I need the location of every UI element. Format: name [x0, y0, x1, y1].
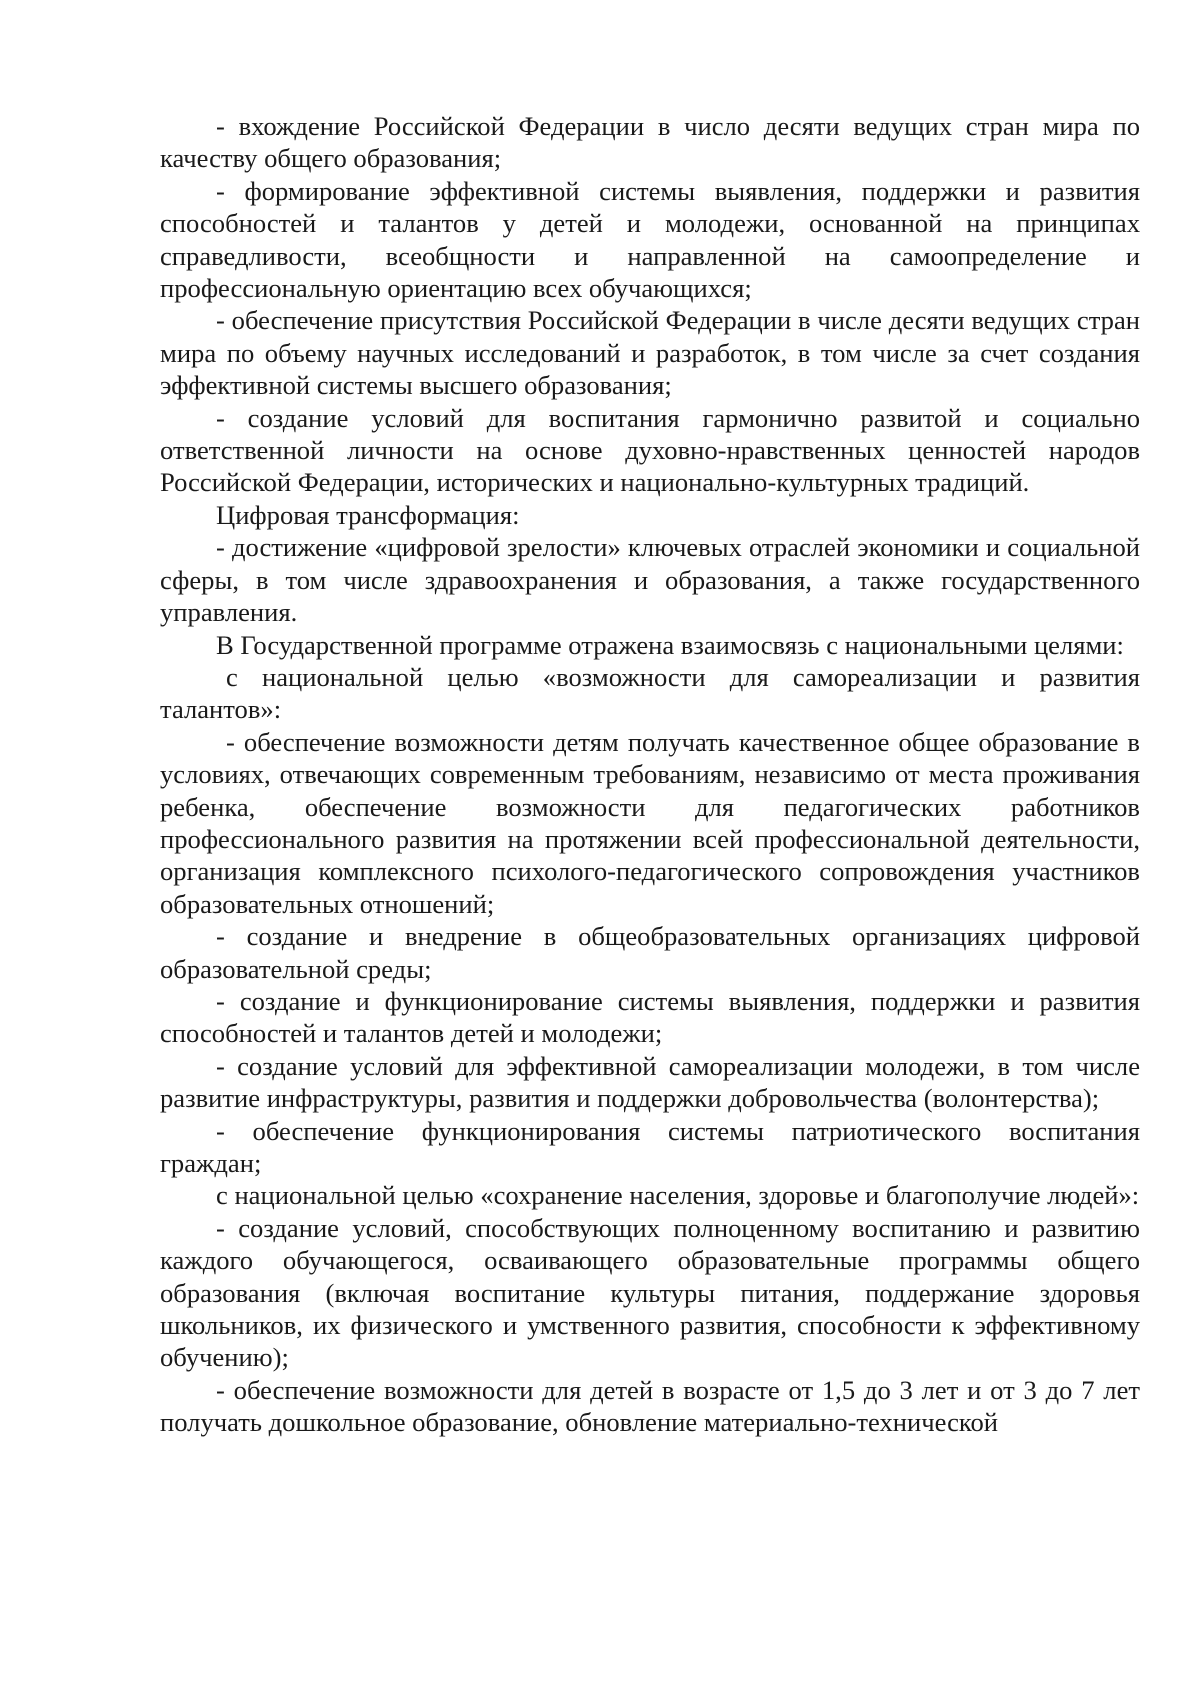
paragraph-6: - достижение «цифровой зрелости» ключевых отраслей экономики и социальной сферы, в том числе здравоохранения и образования, а также государственного управления.: [160, 532, 1140, 628]
paragraph-16: - обеспечение возможности для детей в возрасте от 1,5 до 3 лет и от 3 до 7 лет получать дошкольное образование, обновление материально-технической: [160, 1374, 1140, 1438]
paragraph-11: - создание и функционирование системы выявления, поддержки и развития способностей и талантов детей и молодежи;: [160, 985, 1140, 1049]
paragraph-1: - вхождение Российской Федерации в число десяти ведущих стран мира по качеству общего образования;: [160, 111, 1140, 174]
paragraph-10: - создание и внедрение в общеобразовательных организациях цифровой образовательной среды;: [160, 921, 1140, 984]
paragraph-12: - создание условий для эффективной самореализации молодежи, в том числе развитие инфраструктуры, развития и поддержки добровольчества (волонтерства);: [160, 1050, 1140, 1114]
paragraph-7: В Государственной программе отражена взаимосвязь с национальными целями:: [216, 629, 1124, 660]
document-page: [160, 110, 1140, 1439]
paragraph-9: - обеспечение возможности детям получать качественное общее образование в условиях, отвечающих современным требованиям, независимо от места проживания ребенка, обеспечение возможности для педагогических работников профессионального развития на протяжении всей профессиональной деятельности, организация комплексного психолого-педагогического сопровождения участников образовательных отношений;: [160, 726, 1140, 919]
paragraph-4: - создание условий для воспитания гармонично развитой и социально ответственной личности на основе духовно-нравственных ценностей народов Российской Федерации, исторических и национально-культурных традиций.: [160, 402, 1140, 498]
paragraph-8: с национальной целью «возможности для самореализации и развития талантов»:: [160, 661, 1140, 725]
paragraph-2: - формирование эффективной системы выявления, поддержки и развития способностей и талантов у детей и молодежи, основанной на принципах справедливости, всеобщности и направленной на самоопределение и профессиональную ориентацию всех обучающихся;: [160, 175, 1140, 304]
paragraph-15: - создание условий, способствующих полноценному воспитанию и развитию каждого обучающегося, осваивающего образовательные программы общего образования (включая воспитание культуры питания, поддержание здоровья школьников, их физического и умственного развития, способности к эффективному обучению);: [160, 1212, 1140, 1373]
paragraph-14: с национальной целью «сохранение населения, здоровье и благополучие людей»:: [216, 1180, 1140, 1211]
paragraph-13: - обеспечение функционирования системы патриотического воспитания граждан;: [160, 1115, 1140, 1178]
paragraph-3: - обеспечение присутствия Российской Федерации в числе десяти ведущих стран мира по объему научных исследований и разработок, в том числе за счет создания эффективной системы высшего образования;: [160, 305, 1140, 401]
paragraph-5: Цифровая трансформация:: [216, 499, 520, 530]
